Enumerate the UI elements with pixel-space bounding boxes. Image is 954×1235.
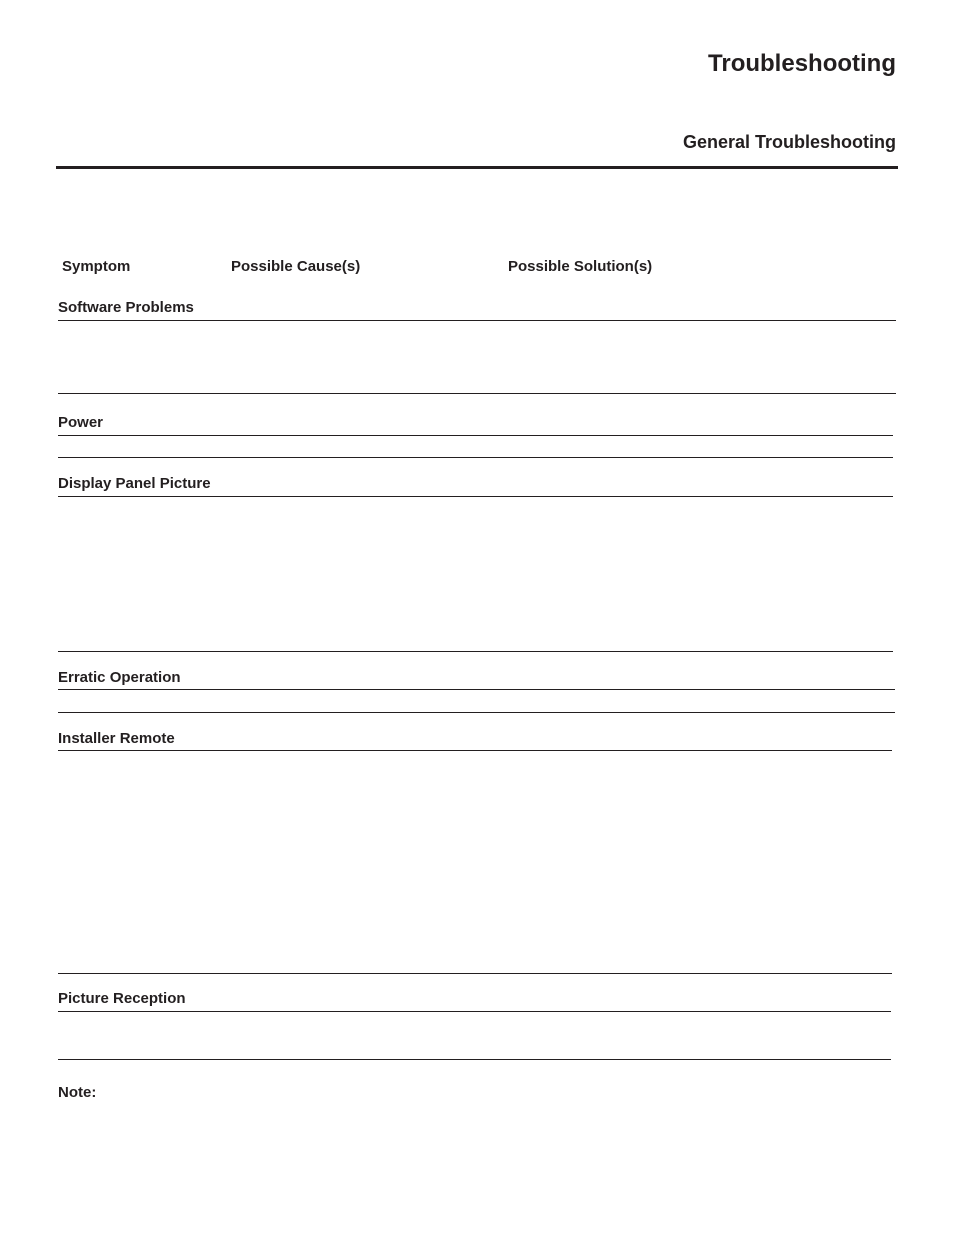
- category-installer-remote: Installer Remote: [58, 730, 175, 747]
- row-divider: [58, 457, 893, 458]
- category-power: Power: [58, 414, 104, 431]
- column-header-possible-solutions: Possible Solution(s): [508, 258, 653, 275]
- category-software-problems: Software Problems: [58, 299, 194, 316]
- page-title: Troubleshooting: [708, 50, 896, 77]
- row-divider: [58, 435, 893, 436]
- column-header-possible-causes: Possible Cause(s): [231, 258, 361, 275]
- column-header-symptom: Symptom: [62, 258, 131, 275]
- category-picture-reception: Picture Reception: [58, 990, 186, 1007]
- note-label: Note:: [58, 1084, 97, 1101]
- header-rule: [56, 166, 898, 169]
- row-divider: [58, 393, 896, 394]
- category-erratic-operation: Erratic Operation: [58, 669, 181, 686]
- row-divider: [58, 1059, 891, 1060]
- row-divider: [58, 496, 893, 497]
- row-divider: [58, 320, 896, 321]
- category-display-panel-picture: Display Panel Picture: [58, 475, 211, 492]
- row-divider: [58, 651, 893, 652]
- row-divider: [58, 712, 895, 713]
- row-divider: [58, 973, 892, 974]
- row-divider: [58, 750, 892, 751]
- row-divider: [58, 1011, 891, 1012]
- section-title: General Troubleshooting: [682, 132, 896, 152]
- row-divider: [58, 689, 895, 690]
